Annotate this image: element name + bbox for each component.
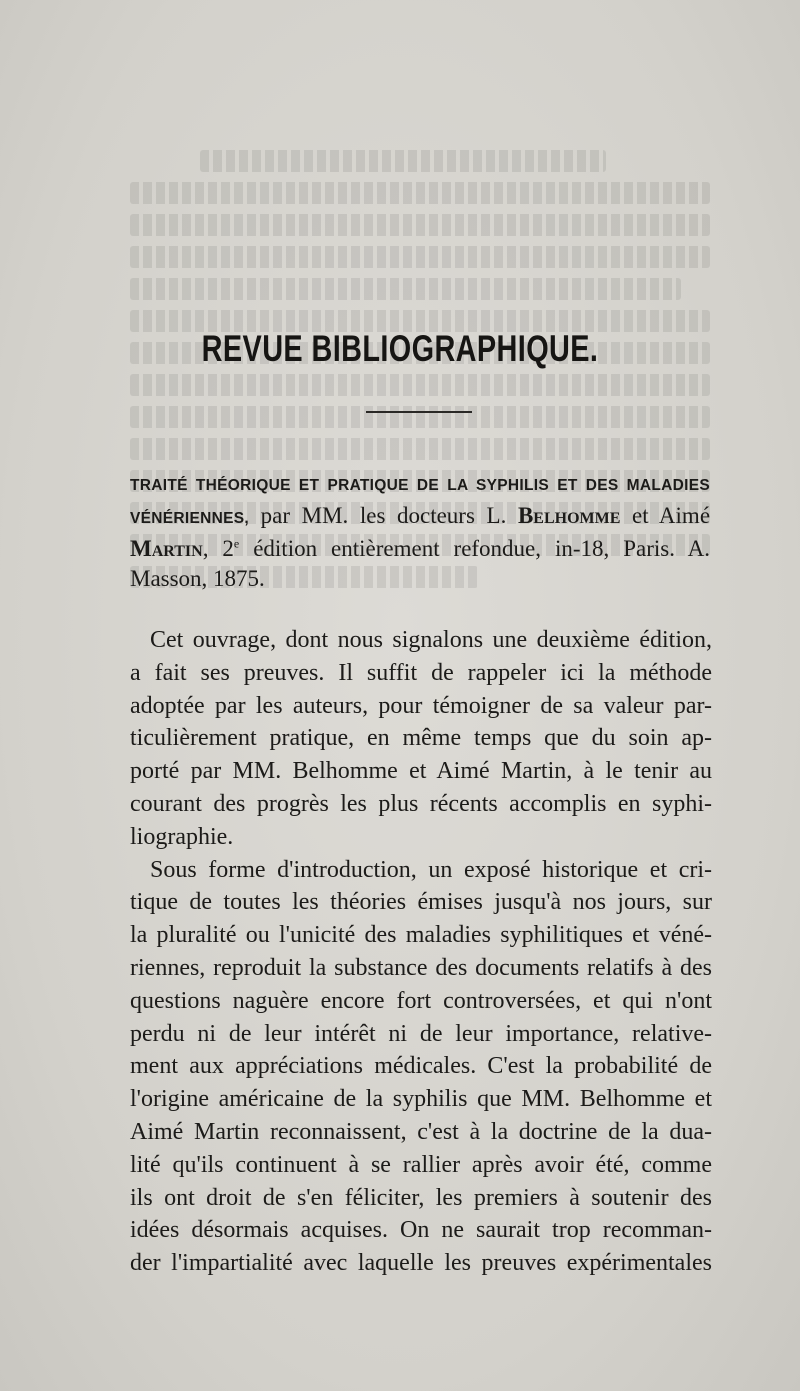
reference-edition-superscript: e xyxy=(233,536,240,551)
body-line: perdu ni de leur intérêt ni de leur importance, relative- xyxy=(130,1020,712,1047)
body-line: riennes, reproduit la substance des documents relatifs à des xyxy=(130,954,712,981)
body-line: l'origine américaine de la syphilis que MM. Belhomme et xyxy=(130,1086,712,1113)
body-line: Cet ouvrage, dont nous signalons une deuxième édition, xyxy=(150,627,712,653)
body-line: ils ont droit de s'en féliciter, les premiers à soutenir des xyxy=(130,1184,712,1211)
title-divider xyxy=(366,411,472,413)
reference-rest: édition entièrement refondue, in-18, Paris. A. Masson, 1875. xyxy=(130,536,711,591)
body-line: la pluralité ou l'unicité des maladies syphilitiques et véné- xyxy=(130,922,712,949)
reference-caps-title: TRAITÉ THÉORIQUE ET PRATIQUE DE LA SYPHILIS ET DES MALADIES VÉNÉRIENNES, xyxy=(130,477,710,527)
review-body xyxy=(130,624,712,1280)
reference-and: et Aimé xyxy=(632,503,711,528)
bibliographic-reference xyxy=(130,468,710,594)
body-line: liographie. xyxy=(130,823,234,850)
body-line: questions naguère encore fort controversées, et qui n'ont xyxy=(130,987,712,1014)
body-line: ticulièrement pratique, en même temps que du soin ap- xyxy=(130,725,712,752)
body-line: der l'impartialité avec laquelle les preuves expérimentales xyxy=(130,1250,712,1277)
body-line: lité qu'ils continuent à se rallier après avoir été, comme xyxy=(130,1151,712,1178)
body-line: ment aux appréciations médicales. C'est la probabilité de xyxy=(130,1053,712,1080)
body-line: adoptée par les auteurs, pour témoigner de sa valeur par- xyxy=(130,692,712,719)
reference-edition-number: , 2 xyxy=(202,536,234,561)
body-line: courant des progrès les plus récents accomplis en syphi- xyxy=(130,790,712,817)
body-line: a fait ses preuves. Il suffit de rappeler ici la méthode xyxy=(130,659,712,686)
reference-author-1: Belhomme xyxy=(517,503,621,528)
reference-by: par MM. les docteurs L. xyxy=(260,503,507,528)
body-line: tique de toutes les théories émises jusqu'à nos jours, sur xyxy=(130,889,712,916)
body-line: porté par MM. Belhomme et Aimé Martin, à le tenir au xyxy=(130,758,712,785)
page-title: REVUE BIBLIOGRAPHIQUE. xyxy=(201,328,599,369)
body-line: Aimé Martin reconnaissent, c'est à la doctrine de la dua- xyxy=(130,1118,712,1145)
body-line: idées désormais acquises. On ne saurait trop recomman- xyxy=(130,1217,712,1244)
body-line: Sous forme d'introduction, un exposé historique et cri- xyxy=(150,856,712,883)
reference-author-2: Martin xyxy=(130,536,203,561)
